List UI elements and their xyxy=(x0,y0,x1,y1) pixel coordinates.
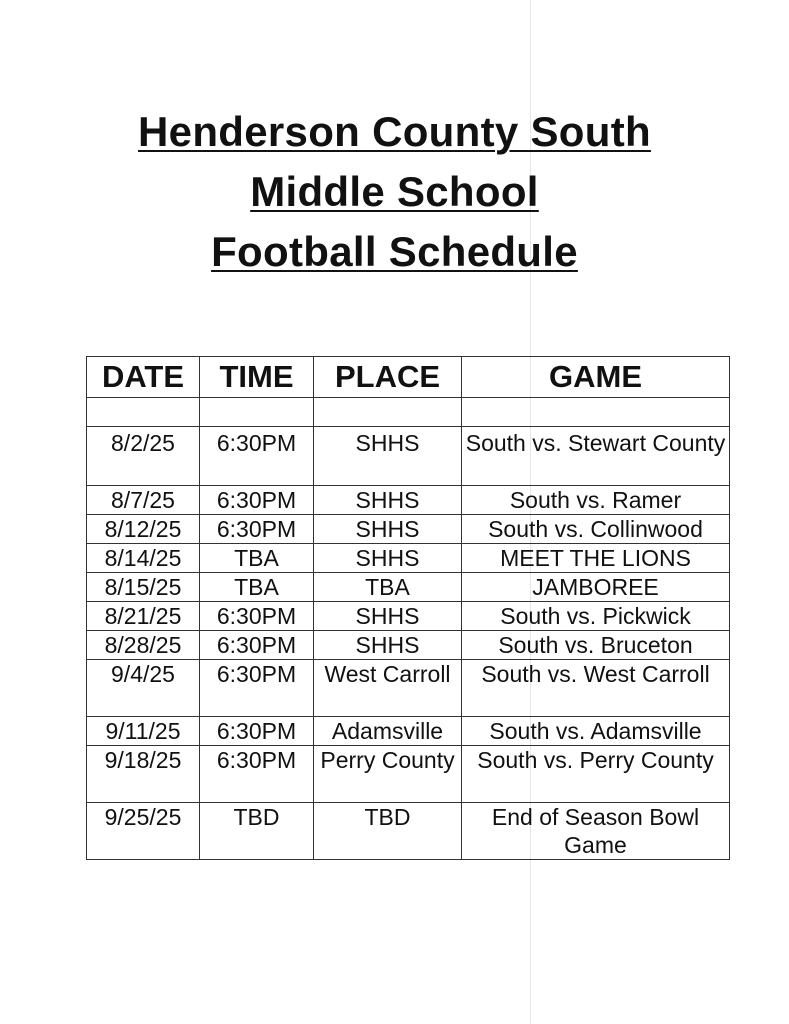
title-line-2: Middle School xyxy=(250,168,539,215)
game-cell: South vs. Pickwick xyxy=(462,602,730,631)
game-cell: South vs. Stewart County xyxy=(462,427,730,486)
table-row xyxy=(87,486,730,515)
time-cell: 6:30PM xyxy=(200,486,314,515)
header-game: GAME xyxy=(462,357,730,398)
header-date: DATE xyxy=(87,357,200,398)
date-cell: 9/25/25 xyxy=(87,803,200,860)
date-cell: 8/2/25 xyxy=(87,427,200,486)
title-line-1: Henderson County South xyxy=(138,108,651,155)
table-row xyxy=(87,602,730,631)
place-cell: West Carroll xyxy=(314,660,462,717)
game-cell: End of Season Bowl Game xyxy=(462,803,730,860)
date-cell: 9/4/25 xyxy=(87,660,200,717)
table-row xyxy=(87,427,730,486)
table-row xyxy=(87,660,730,717)
date-cell: 8/15/25 xyxy=(87,573,200,602)
game-cell: South vs. Collinwood xyxy=(462,515,730,544)
date-cell: 8/7/25 xyxy=(87,486,200,515)
game-cell: JAMBOREE xyxy=(462,573,730,602)
header-time: TIME xyxy=(200,357,314,398)
place-cell: SHHS xyxy=(314,602,462,631)
place-cell: SHHS xyxy=(314,631,462,660)
date-cell: 9/18/25 xyxy=(87,746,200,803)
table-row xyxy=(87,515,730,544)
schedule-table xyxy=(86,356,730,860)
time-cell: 6:30PM xyxy=(200,660,314,717)
table-row xyxy=(87,717,730,746)
time-cell: 6:30PM xyxy=(200,631,314,660)
header-row xyxy=(87,357,730,398)
place-cell: Adamsville xyxy=(314,717,462,746)
time-cell: TBA xyxy=(200,544,314,573)
place-cell: TBA xyxy=(314,573,462,602)
table-row xyxy=(87,803,730,860)
game-cell: South vs. West Carroll xyxy=(462,660,730,717)
game-cell: MEET THE LIONS xyxy=(462,544,730,573)
place-cell: TBD xyxy=(314,803,462,860)
header-place: PLACE xyxy=(314,357,462,398)
date-cell: 8/21/25 xyxy=(87,602,200,631)
place-cell: SHHS xyxy=(314,544,462,573)
game-cell: South vs. Perry County xyxy=(462,746,730,803)
page-title xyxy=(0,102,789,282)
table-row xyxy=(87,544,730,573)
title-line-3: Football Schedule xyxy=(211,228,578,275)
time-cell: 6:30PM xyxy=(200,746,314,803)
table-row xyxy=(87,746,730,803)
time-cell: 6:30PM xyxy=(200,427,314,486)
time-cell: 6:30PM xyxy=(200,602,314,631)
game-cell: South vs. Ramer xyxy=(462,486,730,515)
place-cell: Perry County xyxy=(314,746,462,803)
game-cell: South vs. Adamsville xyxy=(462,717,730,746)
empty-row xyxy=(87,398,730,427)
time-cell: TBA xyxy=(200,573,314,602)
table-row xyxy=(87,631,730,660)
place-cell: SHHS xyxy=(314,427,462,486)
date-cell: 8/12/25 xyxy=(87,515,200,544)
date-cell: 8/14/25 xyxy=(87,544,200,573)
date-cell: 9/11/25 xyxy=(87,717,200,746)
table-row xyxy=(87,573,730,602)
time-cell: 6:30PM xyxy=(200,515,314,544)
time-cell: TBD xyxy=(200,803,314,860)
place-cell: SHHS xyxy=(314,515,462,544)
place-cell: SHHS xyxy=(314,486,462,515)
date-cell: 8/28/25 xyxy=(87,631,200,660)
game-cell: South vs. Bruceton xyxy=(462,631,730,660)
time-cell: 6:30PM xyxy=(200,717,314,746)
